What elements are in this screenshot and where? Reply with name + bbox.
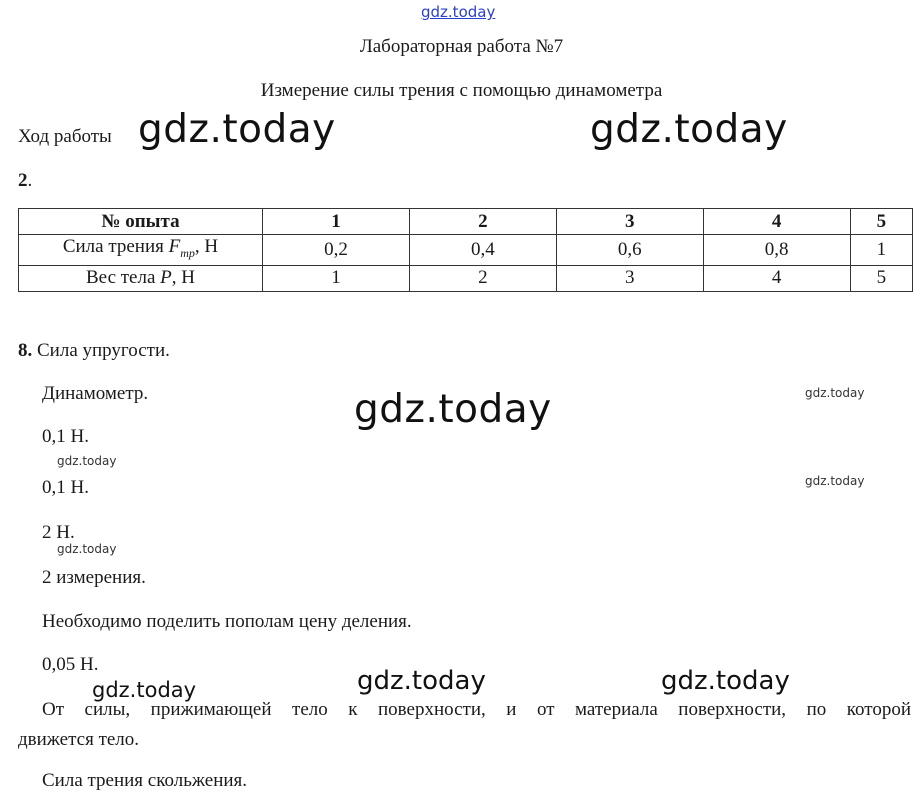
table-cell: 1	[850, 235, 912, 266]
row-label-variable: P	[160, 267, 172, 289]
row-label-friction	[19, 235, 263, 266]
watermark-small: gdz.today	[57, 454, 117, 468]
row-label-variable: F	[168, 236, 181, 257]
table-header-cell: № опыта	[19, 209, 263, 235]
answer-text: Необходимо поделить пополам цену деления.	[42, 611, 412, 632]
results-table	[18, 208, 913, 292]
answer-text: 2 Н.	[42, 522, 75, 543]
answer-text: Сила упругости.	[37, 340, 170, 361]
table-cell: 1	[263, 265, 410, 291]
watermark-medium: gdz.today	[357, 666, 486, 696]
table-cell: 0,6	[556, 235, 703, 266]
table-cell: 0,8	[703, 235, 850, 266]
table-header-cell: 3	[556, 209, 703, 235]
lab-title: Лабораторная работа №7	[359, 36, 564, 57]
answer-text-indent: От силы, прижимающей тело к поверхности, и от материала поверхности, по которой	[42, 699, 911, 720]
answer-text: 0,1 Н.	[42, 477, 89, 498]
row-label-prefix: Сила трения	[62, 236, 169, 257]
watermark-small: gdz.today	[57, 542, 117, 556]
watermark-medium: gdz.today	[661, 666, 790, 696]
watermark-large: gdz.today	[138, 107, 336, 152]
watermark-large: gdz.today	[354, 387, 552, 432]
answer-text: Динамометр.	[42, 383, 149, 404]
table-header-cell: 2	[409, 209, 556, 235]
section-number-8: 8.	[18, 340, 33, 361]
table-header-cell: 5	[850, 209, 912, 235]
watermark-small: gdz.today	[805, 474, 865, 488]
answer-text	[18, 699, 911, 721]
section-number-2-digit: 2	[18, 170, 28, 191]
table-cell: 0,4	[409, 235, 556, 266]
row-label-unit: , Н	[171, 267, 195, 289]
section-8-line	[18, 340, 170, 362]
watermark-top[interactable]: gdz.today	[421, 3, 496, 21]
answer-text: 0,05 Н.	[42, 654, 99, 675]
table-header-cell: 1	[263, 209, 410, 235]
table-header-row	[19, 209, 913, 235]
table-header-cell: 4	[703, 209, 850, 235]
row-label-weight	[19, 265, 263, 291]
table-cell: 3	[556, 265, 703, 291]
answer-text: 2 измерения.	[42, 567, 146, 588]
table-row	[19, 265, 913, 291]
progress-label: Ход работы	[18, 126, 112, 147]
lab-subtitle: Измерение силы трения с помощью динамометра	[260, 80, 663, 101]
row-label-unit: , Н	[194, 236, 219, 257]
answer-text: Сила трения скольжения.	[42, 770, 248, 791]
section-number-2-dot: .	[27, 170, 33, 191]
watermark-large: gdz.today	[590, 107, 788, 152]
table-cell: 5	[850, 265, 912, 291]
table-cell: 0,2	[263, 235, 410, 266]
table-cell: 4	[703, 265, 850, 291]
row-label-subscript: тр	[180, 245, 195, 260]
table-row	[19, 235, 913, 266]
table-cell: 2	[409, 265, 556, 291]
answer-text: 0,1 Н.	[42, 426, 89, 447]
watermark-small: gdz.today	[805, 386, 865, 400]
row-label-prefix: Вес тела	[85, 267, 161, 289]
watermark-medium: gdz.today	[92, 678, 197, 702]
section-number-2	[18, 170, 32, 192]
answer-text: движется тело.	[18, 729, 140, 750]
